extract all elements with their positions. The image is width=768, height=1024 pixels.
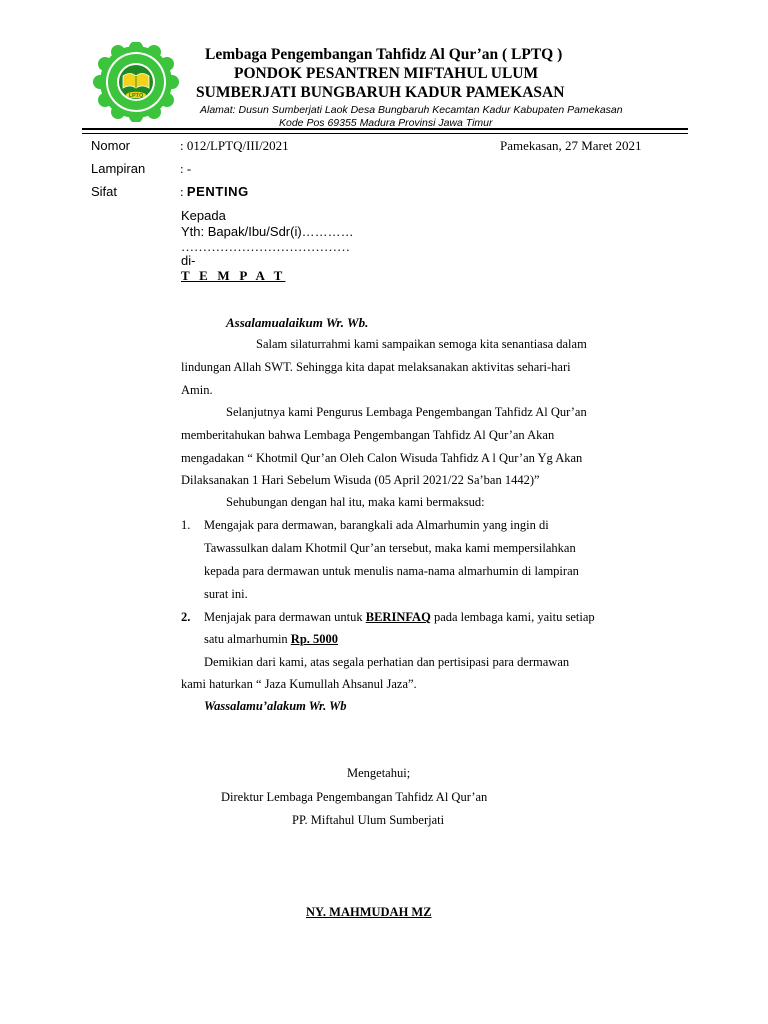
header-line2: PONDOK PESANTREN MIFTAHUL ULUM [234, 65, 539, 82]
salam-opening: Assalamualaikum Wr. Wb. [226, 315, 369, 330]
p1-line2: lindungan Allah SWT. Sehingga kita dapat melaksanakan aktivitas sehari-hari [181, 360, 571, 374]
recipient-kepada: Kepada [181, 208, 226, 223]
recipient-tempat: T E M P A T [181, 268, 286, 283]
sign-name: NY. MAHMUDAH MZ [306, 905, 432, 919]
p2-line1: Selanjutnya kami Pengurus Lembaga Pengembangan Tahfidz Al Qur’an [226, 405, 587, 419]
closing-line2: kami haturkan “ Jaza Kumullah Ahsanul Jaza”. [181, 677, 417, 691]
nomor-label: Nomor [91, 138, 131, 153]
recipient-dots: ………………………………… [181, 239, 350, 254]
p2-line2: memberitahukan bahwa Lembaga Pengembangan Tahfidz Al Qur’an Akan [181, 428, 555, 442]
sign-mengetahui: Mengetahui; [347, 766, 411, 780]
p1-line3: Amin. [181, 383, 213, 397]
header-address1: Alamat: Dusun Sumberjati Laok Desa Bungbaruh Kecamtan Kadur Kabupaten Pamekasan [200, 104, 623, 116]
letter-date: Pamekasan, 27 Maret 2021 [500, 138, 642, 153]
p2-line3: mengadakan “ Khotmil Qur’an Oleh Calon Wisuda Tahfidz A l Qur’an Yg Akan [181, 451, 583, 465]
header-address2: Kode Pos 69355 Madura Provinsi Jawa Timur [279, 117, 493, 129]
item2-line1: Menjajak para dermawan untuk BERINFAQ pada lembaga kami, yaitu setiap [204, 610, 595, 624]
logo-text: LPTQ [128, 93, 144, 99]
item1-number: 1. [181, 518, 191, 532]
sign-org: PP. Miftahul Ulum Sumberjati [292, 813, 445, 827]
sign-title: Direktur Lembaga Pengembangan Tahfidz Al Qur’an [221, 790, 488, 804]
p2-line4: Dilaksanakan 1 Hari Sebelum Wisuda (05 April 2021/22 Sa’ban 1442)” [181, 473, 540, 487]
lampiran-label: Lampiran [91, 161, 146, 176]
p1-line1: Salam silaturrahmi kami sampaikan semoga kita senantiasa dalam [256, 337, 587, 351]
lptq-logo [88, 42, 184, 122]
recipient-yth: Yth: Bapak/Ibu/Sdr(i)………… [181, 224, 354, 239]
p3-line: Sehubungan dengan hal itu, maka kami bermaksud: [226, 495, 485, 509]
item2-line2: satu almarhumin Rp. 5000 [204, 632, 339, 646]
sifat-value: : PENTING [180, 184, 249, 199]
sifat-label: Sifat [91, 184, 118, 199]
closing-line1: Demikian dari kami, atas segala perhatian dan pertisipasi para dermawan [204, 655, 570, 669]
header-line1: Lembaga Pengembangan Tahfidz Al Qur’an ( LPTQ ) [205, 46, 563, 63]
item1-line2: Tawassulkan dalam Khotmil Qur’an tersebut, maka kami mempersilahkan [204, 541, 576, 555]
header-rule-thin [82, 133, 688, 134]
item1-line1: Mengajak para dermawan, barangkali ada Almarhumin yang ingin di [204, 518, 549, 532]
recipient-di: di- [181, 253, 196, 268]
item1-line3: kepada para dermawan untuk menulis nama-nama almarhumin di lampiran [204, 564, 579, 578]
nomor-value: : 012/LPTQ/III/2021 [180, 138, 289, 153]
header-line3: SUMBERJATI BUNGBARUH KADUR PAMEKASAN [196, 84, 565, 101]
header-rule-thick [82, 128, 688, 130]
salam-closing: Wassalamu’alakum Wr. Wb [204, 699, 347, 713]
item2-number: 2. [181, 610, 191, 624]
lampiran-value: : - [180, 161, 192, 176]
item1-line4: surat ini. [204, 587, 248, 601]
